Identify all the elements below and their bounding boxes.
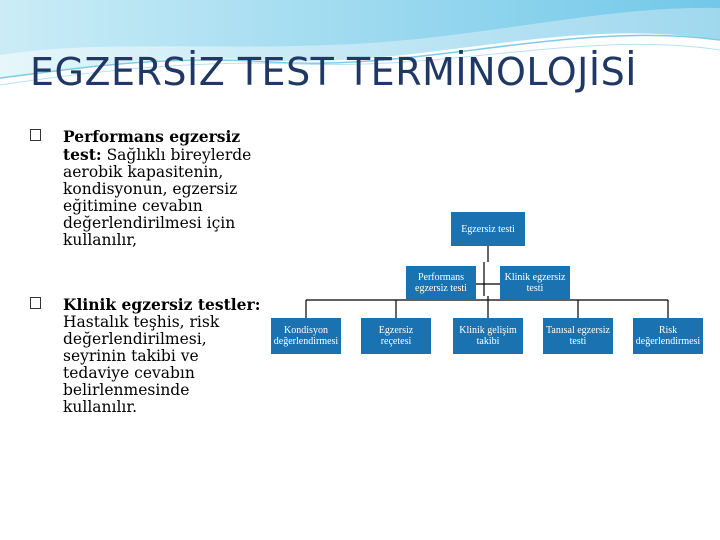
bullet-lead-cont: test:: [63, 145, 102, 164]
bullet-body-line: kullanılır.: [63, 398, 138, 416]
diagram-node-risk: Risk değerlendirmesi: [633, 318, 703, 354]
bullet-body-line: belirlenmesinde: [63, 381, 190, 399]
slide-title: EGZERSİZ TEST TERMİNOLOJİSİ: [30, 50, 637, 94]
diagram-node-tanisal: Tanısal egzersiz testi: [543, 318, 613, 354]
diagram-node-gelisim: Klinik gelişim takibi: [453, 318, 523, 354]
bullet-body-first: Sağlıklı bireylerde: [101, 146, 252, 164]
bullet-body-line: eğitimine cevabın: [63, 197, 203, 215]
bullet-lead: Performans egzersiz: [63, 127, 241, 146]
diagram-node-recete: Egzersiz reçetesi: [361, 318, 431, 354]
diagram-node-kondisyon: Kondisyon değerlendirmesi: [271, 318, 341, 354]
bullet-lead: Klinik egzersiz testler:: [63, 295, 261, 314]
bullet-body-line: Hastalık teşhis, risk: [63, 313, 220, 331]
bullet-body-line: aerobik kapasitenin,: [63, 163, 224, 181]
diagram-node-klinik: Klinik egzersiz testi: [500, 266, 570, 300]
bullet-body-line: değerlendirilmesi,: [63, 330, 207, 348]
bullet-body-line: kullanılır,: [63, 231, 138, 249]
bullet-body-line: kondisyonun, egzersiz: [63, 180, 238, 198]
bullet-body-line: seyrinin takibi ve: [63, 347, 199, 365]
diagram-node-performans: Performans egzersiz testi: [406, 266, 476, 300]
bullet-body-line: tedaviye cevabın: [63, 364, 195, 382]
diagram-node-root: Egzersiz testi: [451, 212, 525, 246]
bullet-body-line: değerlendirilmesi için: [63, 214, 236, 232]
